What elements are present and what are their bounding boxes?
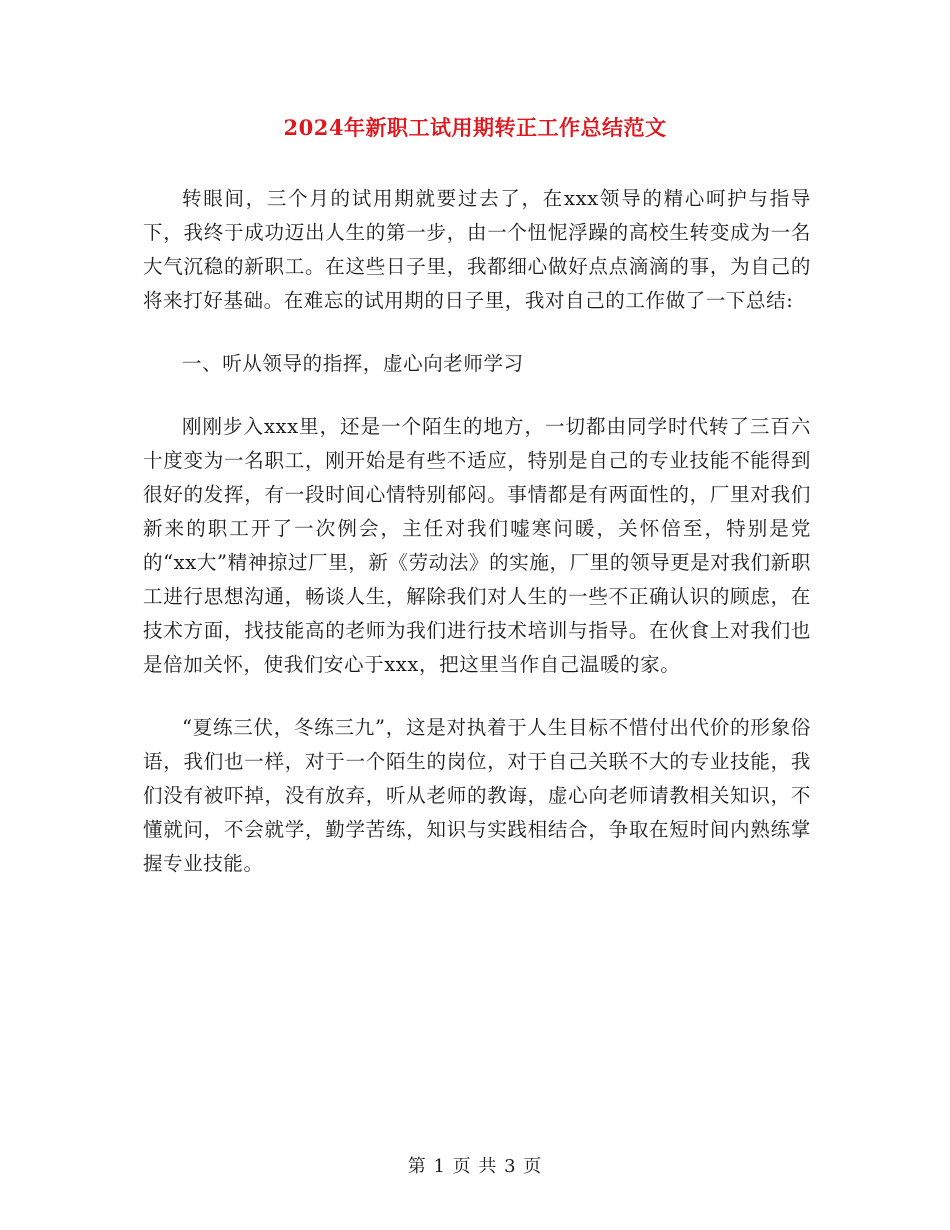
- page-number-footer: 第 1 页 共 3 页: [407, 1156, 543, 1177]
- paragraph-section-1-continued: “夏练三伏，冬练三九”，这是对执着于人生目标不惜付出代价的形象俗语，我们也一样，对于一个陌生的岗位，对于自己关联不大的专业技能，我们没有被吓掉，没有放弃，听从老师的教诲，虚心向老师请教相关知识，不懂就问，不会就学，勤学苦练，知识与实践相结合，争取在短时间内熟练掌握专业技能。: [143, 716, 811, 875]
- paragraph-intro: 转眼间，三个月的试用期就要过去了，在xxx领导的精心呵护与指导下，我终于成功迈出人生的第一步，由一个忸怩浮躁的高校生转变成为一名大气沉稳的新职工。在这些日子里，我都细心做好点点滴滴的事，为自己的将来打好基础。在难忘的试用期的日子里，我对自己的工作做了一下总结:: [143, 187, 811, 312]
- document-body: [143, 182, 811, 881]
- paragraph-section-1: 刚刚步入xxx里，还是一个陌生的地方，一切都由同学时代转了三百六十度变为一名职工，刚开始是有些不适应，特别是自己的专业技能不能得到很好的发挥，有一段时间心情特别郁闷。事情都是有两面性的，厂里对我们新来的职工开了一次例会，主任对我们嘘寒问暖，关怀倍至，特别是党的“xx大”精神掠过厂里，新《劳动法》的实施，厂里的领导更是对我们新职工进行思想沟通，畅谈人生，解除我们对人生的一些不正确认识的顾虑，在技术方面，找技能高的老师为我们进行技术培训与指导。在伙食上对我们也是倍加关怀，使我们安心于xxx，把这里当作自己温暖的家。: [143, 415, 811, 676]
- document-title: 2024年新职工试用期转正工作总结范文: [283, 115, 667, 140]
- section-heading-1: 一、听从领导的指挥，虚心向老师学习: [182, 352, 524, 375]
